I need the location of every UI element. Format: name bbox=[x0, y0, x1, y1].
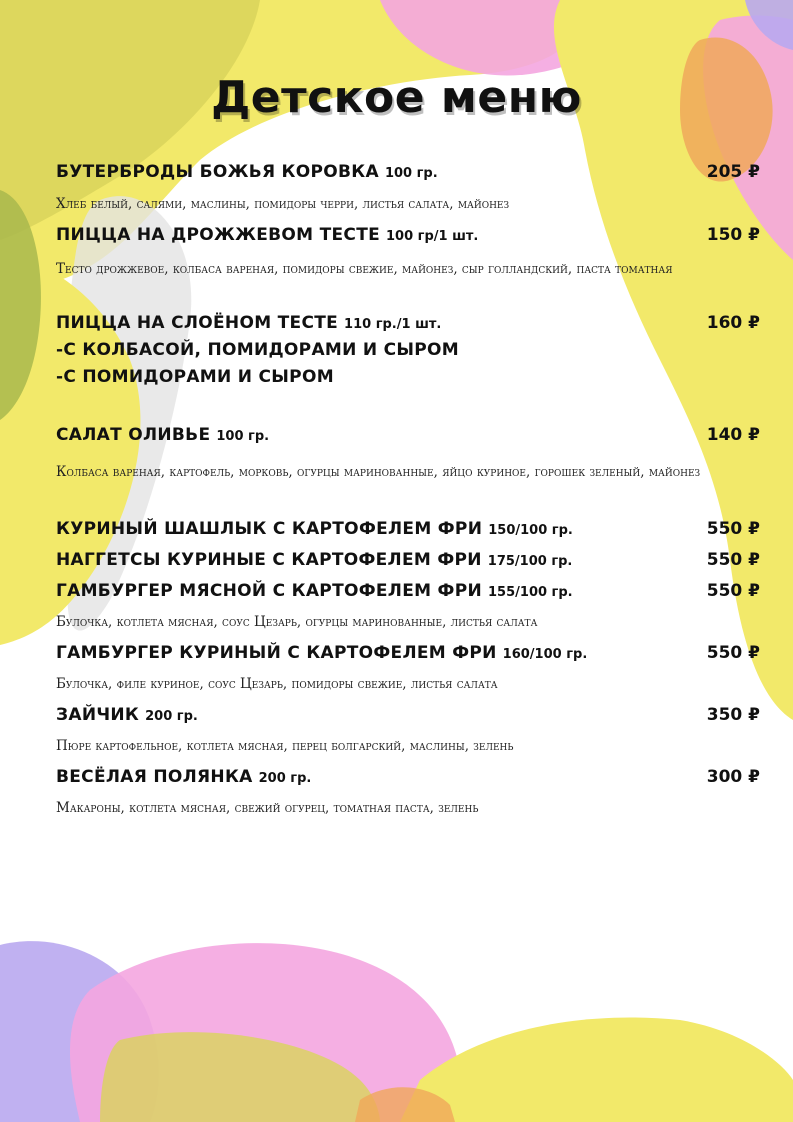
item-weight: 150/100 гр. bbox=[488, 523, 573, 538]
item-price: 205 ₽ bbox=[706, 162, 760, 182]
item-price: 550 ₽ bbox=[706, 519, 760, 539]
menu-item bbox=[56, 519, 760, 543]
item-price: 140 ₽ bbox=[706, 425, 760, 445]
item-name: ГАМБУРГЕР КУРИНЫЙ С КАРТОФЕЛЕМ ФРИ 160/100 гр. bbox=[56, 643, 588, 663]
item-name: ВЕСЁЛАЯ ПОЛЯНКА 200 гр. bbox=[56, 767, 312, 787]
item-price: 550 ₽ bbox=[706, 550, 760, 570]
item-price: 550 ₽ bbox=[706, 643, 760, 663]
item-weight: 200 гр. bbox=[258, 771, 312, 786]
item-description: Хлеб белый, салями, маслины, помидоры черри, листья салата, майонез bbox=[56, 196, 510, 212]
menu-item bbox=[56, 425, 760, 483]
item-description: Пюре картофельное, котлета мясная, перец болгарский, маслины, зелень bbox=[56, 738, 514, 754]
menu-item bbox=[56, 550, 760, 574]
item-name: ПИЦЦА НА ДРОЖЖЕВОМ ТЕСТЕ 100 гр/1 шт. bbox=[56, 225, 479, 245]
item-description: Булочка, котлета мясная, соус Цезарь, огурцы маринованные, листья салата bbox=[56, 614, 538, 630]
menu-item bbox=[56, 705, 760, 757]
item-description: Тесто дрожжевое, колбаса вареная, помидоры свежие, майонез, сыр голландский, паста томатная bbox=[56, 261, 673, 277]
item-weight: 110 гр./1 шт. bbox=[344, 317, 442, 332]
item-description: Колбаса вареная, картофель, морковь, огурцы маринованные, яйцо куриное, горошек зеленый, майонез bbox=[56, 464, 701, 480]
item-description: Макароны, котлета мясная, свежий огурец, томатная паста, зелень bbox=[56, 800, 479, 816]
menu-item bbox=[56, 313, 760, 391]
item-name: ГАМБУРГЕР МЯСНОЙ С КАРТОФЕЛЕМ ФРИ 155/100 гр. bbox=[56, 581, 573, 601]
page-title: Детское меню bbox=[211, 72, 582, 123]
item-weight: 200 гр. bbox=[145, 709, 198, 724]
item-name: САЛАТ ОЛИВЬЕ 100 гр. bbox=[56, 425, 270, 445]
item-name: ПИЦЦА НА СЛОЁНОМ ТЕСТЕ 110 гр./1 шт. bbox=[56, 313, 442, 333]
item-variant: -С КОЛБАСОЙ, ПОМИДОРАМИ И СЫРОМ bbox=[56, 340, 460, 360]
menu-item bbox=[56, 767, 760, 819]
item-price: 160 ₽ bbox=[706, 313, 760, 333]
item-price: 350 ₽ bbox=[706, 705, 760, 725]
item-variant: -С ПОМИДОРАМИ И СЫРОМ bbox=[56, 367, 334, 387]
item-price: 550 ₽ bbox=[706, 581, 760, 601]
item-weight: 100 гр. bbox=[384, 166, 438, 181]
menu-item bbox=[56, 225, 760, 280]
item-weight: 155/100 гр. bbox=[488, 585, 573, 600]
item-weight: 160/100 гр. bbox=[502, 647, 588, 662]
item-name: КУРИНЫЙ ШАШЛЫК С КАРТОФЕЛЕМ ФРИ 150/100 гр. bbox=[56, 519, 573, 539]
item-price: 300 ₽ bbox=[706, 767, 760, 787]
item-price: 150 ₽ bbox=[706, 225, 760, 245]
item-weight: 100 гр/1 шт. bbox=[386, 229, 479, 244]
item-weight: 175/100 гр. bbox=[487, 554, 573, 569]
menu-item bbox=[56, 162, 760, 215]
item-name: БУТЕРБРОДЫ БОЖЬЯ КОРОВКА 100 гр. bbox=[56, 162, 438, 182]
menu-item bbox=[56, 643, 760, 695]
menu-item bbox=[56, 581, 760, 633]
item-name: ЗАЙЧИК 200 гр. bbox=[56, 705, 198, 725]
item-name: НАГГЕТСЫ КУРИНЫЕ С КАРТОФЕЛЕМ ФРИ 175/100 гр. bbox=[56, 550, 573, 570]
item-description: Булочка, филе куриное, соус Цезарь, помидоры свежие, листья салата bbox=[56, 676, 498, 692]
item-weight: 100 гр. bbox=[216, 429, 270, 444]
blob-yellow-bottom-right bbox=[400, 1018, 793, 1122]
